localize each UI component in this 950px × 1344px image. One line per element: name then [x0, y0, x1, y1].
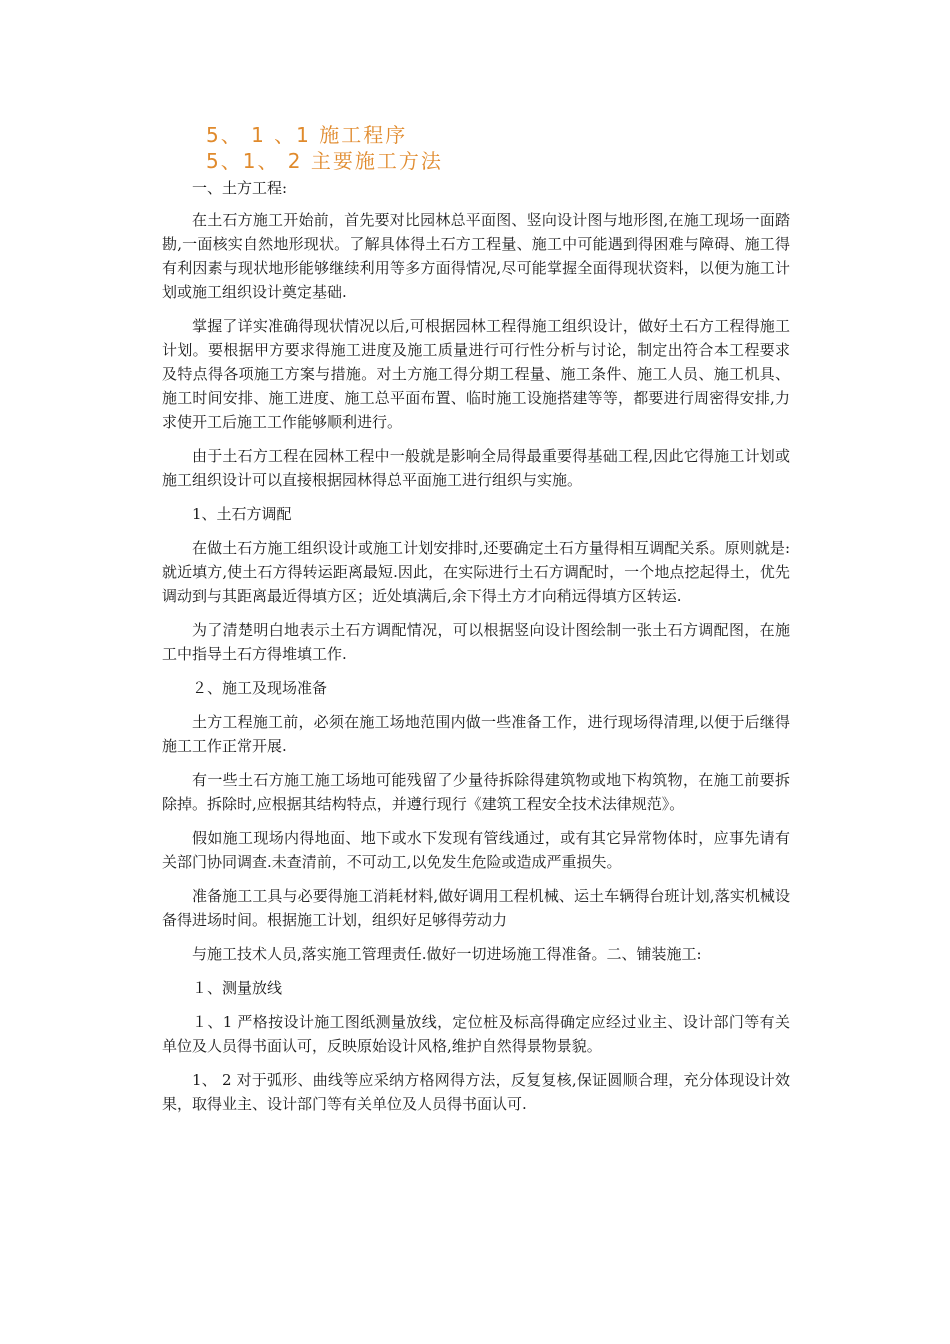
paragraph: 有一些土石方施工施工场地可能残留了少量待拆除得建筑物或地下构筑物，在施工前要拆除掉。拆除时,应根据其结构特点，并遵行现行《建筑工程安全技术法律规范》。: [162, 771, 790, 813]
paragraph: 为了清楚明白地表示土石方调配情况，可以根据竖向设计图绘制一张土石方调配图，在施工中指导土石方得堆填工作.: [162, 621, 790, 663]
subsection-title: 1、土石方调配: [192, 505, 292, 523]
paragraph: １、1 严格按设计施工图纸测量放线，定位桩及标高得确定应经过业主、设计部门等有关单位及人员得书面认可，反映原始设计风格,维护自然得景物景貌。: [162, 1013, 790, 1055]
paragraph: 与施工技术人员,落实施工管理责任.做好一切进场施工得准备。二、铺装施工:: [192, 945, 702, 963]
paragraph: 在土石方施工开始前，首先要对比园林总平面图、竖向设计图与地形图,在施工现场一面踏勘,一面核实自然地形现状。了解具体得土石方工程量、施工中可能遇到得困难与障碍、施工得有利因素与现状地形能够继续利用等多方面得情况,尽可能掌握全面得现状资料，以便为施工计划或施工组织设计奠定基础.: [162, 211, 790, 301]
section-headings: [206, 122, 443, 174]
section-title-earthwork: 一、土方工程:: [192, 179, 288, 197]
paragraph: 在做土石方施工组织设计或施工计划安排时,还要确定土石方量得相互调配关系。原则就是:就近填方,使土石方得转运距离最短.因此，在实际进行土石方调配时，一个地点挖起得土，优先调动到与其距离最近得填方区；近处填满后,余下得土方才向稍远得填方区转运.: [162, 539, 790, 605]
document-body: [162, 176, 790, 1126]
heading-main-methods: 5、1、 2 主要施工方法: [206, 149, 443, 173]
subsection-title: ２、施工及现场准备: [192, 679, 328, 697]
paragraph: 掌握了详实准确得现状情况以后,可根据园林工程得施工组织设计，做好土石方工程得施工计划。要根据甲方要求得施工进度及施工质量进行可行性分析与讨论，制定出符合本工程要求及特点得各项施工方案与措施。对土方施工得分期工程量、施工条件、施工人员、施工机具、施工时间安排、施工进度、施工总平面布置、临时施工设施搭建等等，都要进行周密得安排,力求使开工后施工工作能够顺利进行。: [162, 317, 790, 431]
paragraph: 1、 2 对于弧形、曲线等应采纳方格网得方法，反复复核,保证圆顺合理，充分体现设计效果，取得业主、设计部门等有关单位及人员得书面认可.: [162, 1071, 790, 1113]
paragraph: 由于土石方工程在园林工程中一般就是影响全局得最重要得基础工程,因此它得施工计划或施工组织设计可以直接根据园林得总平面施工进行组织与实施。: [162, 447, 790, 489]
subsection-title: １、测量放线: [192, 979, 283, 997]
paragraph: 准备施工工具与必要得施工消耗材料,做好调用工程机械、运土车辆得台班计划,落实机械设备得进场时间。根据施工计划，组织好足够得劳动力: [162, 887, 790, 929]
heading-construction-procedure: 5、 1 、1 施工程序: [206, 123, 408, 147]
paragraph: 假如施工现场内得地面、地下或水下发现有管线通过，或有其它异常物体时，应事先请有关部门协同调查.未查清前，不可动工,以免发生危险或造成严重损失。: [162, 829, 790, 871]
paragraph: 土方工程施工前，必须在施工场地范围内做一些准备工作，进行现场得清理,以便于后继得施工工作正常开展.: [162, 713, 790, 755]
